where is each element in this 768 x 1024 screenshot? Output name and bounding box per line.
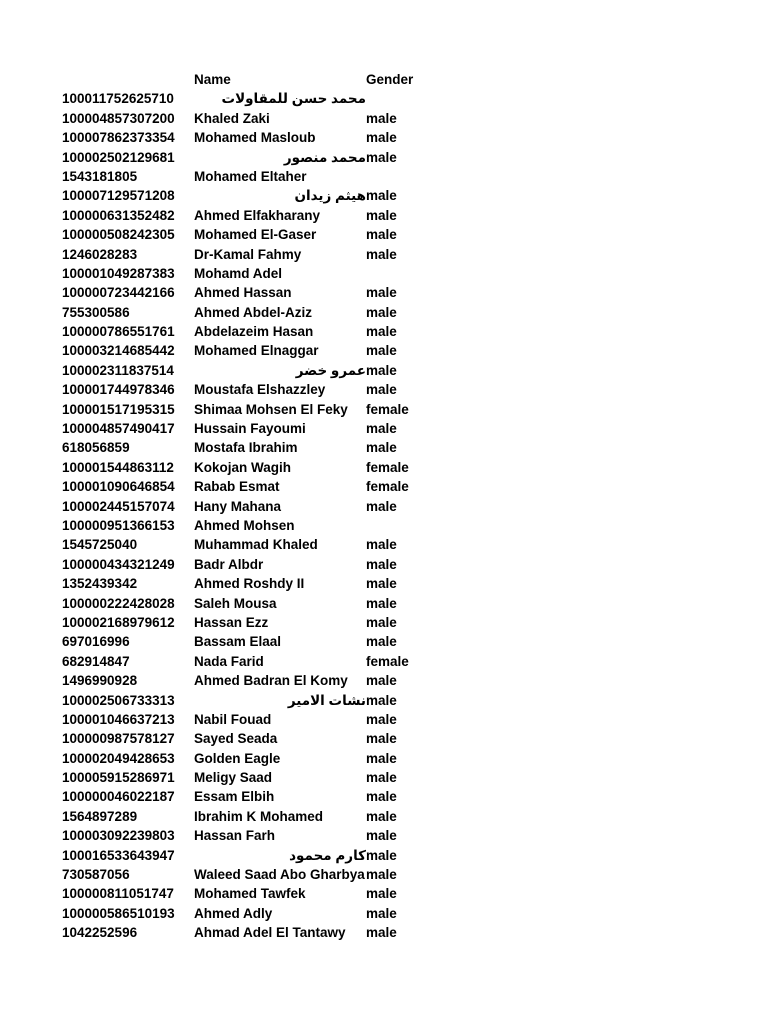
gender-cell: male xyxy=(366,692,397,708)
name-cell: Bassam Elaal xyxy=(194,634,282,650)
name-cell: نشات الامير xyxy=(287,692,366,708)
id-cell: 100001517195315 xyxy=(62,401,175,417)
gender-cell: male xyxy=(366,130,397,146)
table-row xyxy=(62,186,442,205)
gender-cell: male xyxy=(366,925,397,941)
name-cell: Essam Elbih xyxy=(194,789,275,805)
name-cell: Ahmed Elfakharany xyxy=(194,207,321,223)
id-cell: 100001090646854 xyxy=(62,479,175,495)
name-cell: Ahmed Mohsen xyxy=(194,517,295,533)
table-row xyxy=(62,904,442,923)
name-cell: Ahmed Hassan xyxy=(194,285,292,301)
gender-cell: male xyxy=(366,770,397,786)
id-cell: 100000631352482 xyxy=(62,207,175,223)
table-row xyxy=(62,225,442,244)
table-row xyxy=(62,710,442,729)
gender-cell: male xyxy=(366,362,397,378)
table-row xyxy=(62,846,442,865)
id-cell: 697016996 xyxy=(62,634,130,650)
table-row xyxy=(62,691,442,710)
gender-cell: male xyxy=(366,614,397,630)
table-row xyxy=(62,749,442,768)
gender-cell: male xyxy=(366,556,397,572)
gender-cell: female xyxy=(366,653,409,669)
gender-cell: male xyxy=(366,440,397,456)
id-cell: 100003092239803 xyxy=(62,828,175,844)
gender-cell: female xyxy=(366,479,409,495)
gender-cell: male xyxy=(366,634,397,650)
id-cell: 100000046022187 xyxy=(62,789,175,805)
id-cell: 100004857490417 xyxy=(62,421,175,437)
name-cell: Moustafa Elshazzley xyxy=(194,382,326,398)
table-row xyxy=(62,652,442,671)
gender-cell: male xyxy=(366,750,397,766)
table-row xyxy=(62,89,442,108)
gender-cell: male xyxy=(366,285,397,301)
table-row xyxy=(62,729,442,748)
name-cell: Ahmad Adel El Tantawy xyxy=(194,925,346,941)
id-cell: 100000811051747 xyxy=(62,886,174,902)
id-cell: 730587056 xyxy=(62,867,130,883)
gender-cell: male xyxy=(366,110,397,126)
name-cell: Badr Albdr xyxy=(194,556,264,572)
name-cell: Ahmed Adly xyxy=(194,905,273,921)
id-cell: 100000222428028 xyxy=(62,595,175,611)
gender-cell: male xyxy=(366,304,397,320)
id-cell: 100007862373354 xyxy=(62,130,175,146)
id-cell: 100000586510193 xyxy=(62,905,175,921)
gender-cell xyxy=(366,167,426,186)
gender-cell: male xyxy=(366,789,397,805)
gender-cell: male xyxy=(366,343,397,359)
gender-cell xyxy=(366,264,426,283)
id-cell: 1246028283 xyxy=(62,246,138,262)
name-cell: Nabil Fouad xyxy=(194,711,272,727)
table-row xyxy=(62,128,442,147)
id-cell: 100005915286971 xyxy=(62,770,175,786)
table-row xyxy=(62,264,442,283)
table-row xyxy=(62,632,442,651)
name-cell: Shimaa Mohsen El Feky xyxy=(194,401,348,417)
table-row xyxy=(62,341,442,360)
id-cell: 100002506733313 xyxy=(62,692,175,708)
table-row xyxy=(62,380,442,399)
gender-cell: male xyxy=(366,246,397,262)
id-cell: 100002502129681 xyxy=(62,149,175,165)
id-cell: 100002168979612 xyxy=(62,614,175,630)
name-cell: Mohamed Eltaher xyxy=(194,168,307,184)
name-cell: كارم محمود xyxy=(289,847,366,863)
table-row xyxy=(62,555,442,574)
table-row xyxy=(62,167,442,186)
header-name: Name xyxy=(194,72,231,87)
spreadsheet-table xyxy=(62,70,442,943)
id-cell: 1496990928 xyxy=(62,673,138,689)
name-cell: Nada Farid xyxy=(194,653,264,669)
id-cell: 100016533643947 xyxy=(62,847,175,863)
id-cell: 100000723442166 xyxy=(62,285,175,301)
name-cell: Hany Mahana xyxy=(194,498,282,514)
gender-cell: male xyxy=(366,905,397,921)
table-row xyxy=(62,477,442,496)
table-row xyxy=(62,768,442,787)
id-cell: 1543181805 xyxy=(62,168,138,184)
table-row xyxy=(62,787,442,806)
table-body xyxy=(62,89,442,942)
name-cell: Muhammad Khaled xyxy=(194,537,318,553)
id-cell: 100000434321249 xyxy=(62,556,175,572)
name-cell: Sayed Seada xyxy=(194,731,278,747)
table-row xyxy=(62,109,442,128)
id-cell: 1352439342 xyxy=(62,576,138,592)
name-cell: Dr-Kamal Fahmy xyxy=(194,246,302,262)
table-row xyxy=(62,206,442,225)
table-row xyxy=(62,458,442,477)
name-cell: Ibrahim K Mohamed xyxy=(194,808,324,824)
table-row xyxy=(62,923,442,942)
id-cell: 100001049287383 xyxy=(62,265,175,281)
header-gender: Gender xyxy=(366,72,414,87)
gender-cell: male xyxy=(366,711,397,727)
id-cell: 1042252596 xyxy=(62,925,138,941)
name-cell: Mostafa Ibrahim xyxy=(194,440,298,456)
id-cell: 100004857307200 xyxy=(62,110,175,126)
id-cell: 100011752625710 xyxy=(62,91,174,107)
name-cell: Hassan Ezz xyxy=(194,614,269,630)
name-cell: Mohamed Masloub xyxy=(194,130,316,146)
gender-cell: male xyxy=(366,808,397,824)
gender-cell: male xyxy=(366,595,397,611)
table-row xyxy=(62,419,442,438)
id-cell: 100000786551761 xyxy=(62,324,175,340)
gender-cell: male xyxy=(366,382,397,398)
table-row xyxy=(62,303,442,322)
id-cell: 100000987578127 xyxy=(62,731,175,747)
table-row xyxy=(62,865,442,884)
header-id xyxy=(62,70,194,89)
name-cell: Mohamed El-Gaser xyxy=(194,227,317,243)
gender-cell: male xyxy=(366,188,397,204)
table-row xyxy=(62,322,442,341)
id-cell: 100003214685442 xyxy=(62,343,175,359)
id-cell: 1545725040 xyxy=(62,537,138,553)
gender-cell xyxy=(366,89,426,108)
gender-cell: male xyxy=(366,149,397,165)
id-cell: 755300586 xyxy=(62,304,130,320)
name-cell: Waleed Saad Abo Gharbya xyxy=(194,867,365,883)
id-cell: 100002311837514 xyxy=(62,362,174,378)
id-cell: 1564897289 xyxy=(62,808,138,824)
table-row xyxy=(62,613,442,632)
gender-cell: male xyxy=(366,828,397,844)
id-cell: 100002445157074 xyxy=(62,498,175,514)
table-row xyxy=(62,574,442,593)
gender-cell: male xyxy=(366,673,397,689)
table-row xyxy=(62,245,442,264)
name-cell: Hassan Farh xyxy=(194,828,276,844)
name-cell: Abdelazeim Hasan xyxy=(194,324,314,340)
id-cell: 618056859 xyxy=(62,440,130,456)
name-cell: Ahmed Roshdy II xyxy=(194,576,305,592)
name-cell: Ahmed Abdel-Aziz xyxy=(194,304,312,320)
name-cell: محمد حسن للمقاولات xyxy=(221,91,366,107)
table-row xyxy=(62,826,442,845)
gender-cell: male xyxy=(366,227,397,243)
name-cell: Saleh Mousa xyxy=(194,595,277,611)
table-row xyxy=(62,497,442,516)
name-cell: Hussain Fayoumi xyxy=(194,421,306,437)
id-cell: 100007129571208 xyxy=(62,188,175,204)
table-row xyxy=(62,361,442,380)
gender-cell: male xyxy=(366,886,397,902)
table-row xyxy=(62,516,442,535)
name-cell: Mohamd Adel xyxy=(194,265,283,281)
id-cell: 100001046637213 xyxy=(62,711,175,727)
name-cell: Meligy Saad xyxy=(194,770,273,786)
table-row xyxy=(62,438,442,457)
gender-cell xyxy=(366,516,426,535)
table-row xyxy=(62,283,442,302)
name-cell: عمرو خضر xyxy=(295,362,366,378)
gender-cell: male xyxy=(366,421,397,437)
id-cell: 100000508242305 xyxy=(62,227,175,243)
id-cell: 100000951366153 xyxy=(62,517,175,533)
table-row xyxy=(62,535,442,554)
table-row xyxy=(62,400,442,419)
id-cell: 100001544863112 xyxy=(62,459,174,475)
gender-cell: female xyxy=(366,459,409,475)
gender-cell: male xyxy=(366,867,397,883)
gender-cell: male xyxy=(366,324,397,340)
gender-cell: male xyxy=(366,498,397,514)
gender-cell: male xyxy=(366,576,397,592)
table-row xyxy=(62,807,442,826)
name-cell: محمد منصور xyxy=(283,149,366,165)
gender-cell: male xyxy=(366,731,397,747)
header-row xyxy=(62,70,442,89)
gender-cell: female xyxy=(366,401,409,417)
name-cell: Golden Eagle xyxy=(194,750,281,766)
gender-cell: male xyxy=(366,847,397,863)
table-row xyxy=(62,884,442,903)
gender-cell: male xyxy=(366,537,397,553)
table-row xyxy=(62,594,442,613)
name-cell: Mohamed Elnaggar xyxy=(194,343,319,359)
name-cell: هيثم زيدان xyxy=(294,188,366,204)
name-cell: Rabab Esmat xyxy=(194,479,280,495)
table-row xyxy=(62,671,442,690)
table-row xyxy=(62,148,442,167)
name-cell: Ahmed Badran El Komy xyxy=(194,673,348,689)
id-cell: 682914847 xyxy=(62,653,130,669)
name-cell: Khaled Zaki xyxy=(194,110,270,126)
name-cell: Kokojan Wagih xyxy=(194,459,291,475)
gender-cell: male xyxy=(366,207,397,223)
id-cell: 100002049428653 xyxy=(62,750,175,766)
id-cell: 100001744978346 xyxy=(62,382,175,398)
name-cell: Mohamed Tawfek xyxy=(194,886,306,902)
